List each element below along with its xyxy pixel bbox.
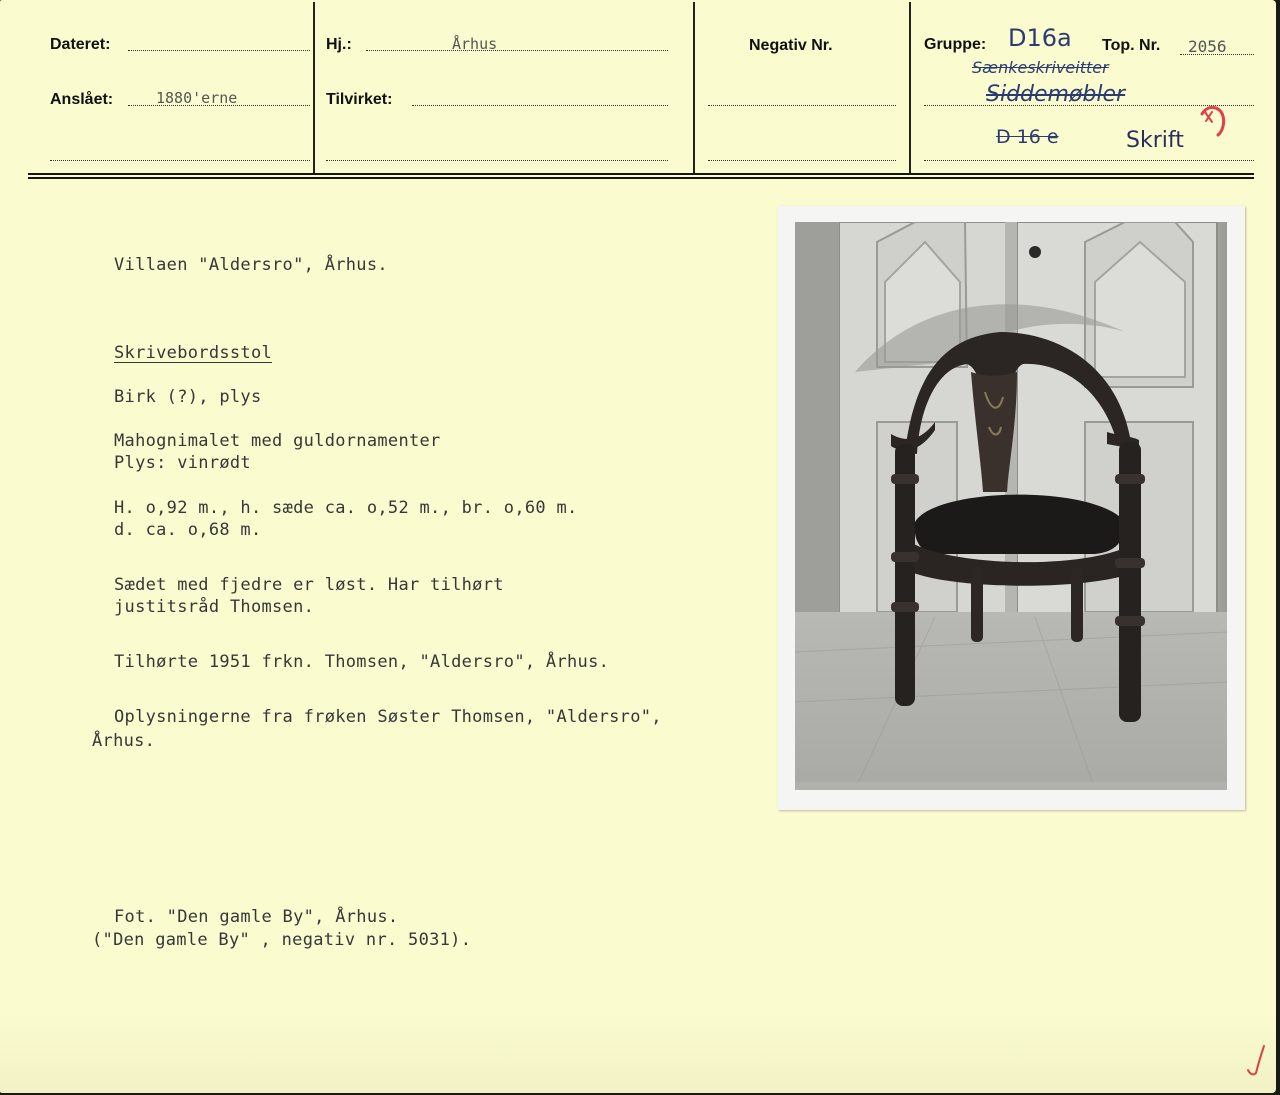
struck-text: Sænkeskriveitter bbox=[972, 58, 1109, 77]
header-divider bbox=[313, 2, 315, 174]
gruppe-field bbox=[924, 160, 1254, 161]
dateret-field bbox=[128, 50, 310, 51]
struck-text: D 16 e bbox=[996, 126, 1059, 148]
owner-line: Tilhørte 1951 frkn. Thomsen, "Aldersro", Århus. bbox=[114, 652, 610, 672]
tilvirket-label: Tilvirket: bbox=[326, 91, 393, 108]
blank-field bbox=[326, 160, 668, 161]
tilvirket-field bbox=[412, 105, 668, 106]
hj-field bbox=[366, 50, 668, 51]
anslaet-value: 1880'erne bbox=[156, 89, 238, 107]
hj-label: Hj.: bbox=[326, 36, 352, 53]
card-shading bbox=[0, 1013, 1276, 1093]
location-line: Villaen "Aldersro", Århus. bbox=[114, 255, 388, 275]
red-check-icon bbox=[1196, 102, 1228, 138]
photo-credit-line: Fot. "Den gamle By", Århus. bbox=[114, 907, 399, 927]
note-line: Sædet med fjedre er løst. Har tilhørt bbox=[114, 575, 504, 595]
header-rule bbox=[28, 177, 1254, 179]
object-title: Skrivebordsstol bbox=[114, 343, 273, 363]
info-line: Oplysningerne fra frøken Søster Thomsen, "Aldersro", bbox=[114, 707, 662, 727]
chair-photo-image bbox=[795, 222, 1227, 790]
header-divider bbox=[693, 2, 695, 174]
negativ-field bbox=[708, 160, 896, 161]
photograph bbox=[778, 206, 1245, 810]
header-divider bbox=[909, 2, 911, 174]
anslaet-label: Anslået: bbox=[50, 91, 114, 108]
material-line: Birk (?), plys bbox=[114, 387, 262, 407]
hj-value: Århus bbox=[452, 35, 498, 53]
top-nr-value: 2056 bbox=[1188, 37, 1227, 56]
finish-line: Plys: vinrødt bbox=[114, 453, 251, 473]
struck-text: Siddemøbler bbox=[986, 82, 1126, 107]
dimensions-line: H. o,92 m., h. sæde ca. o,52 m., br. o,60 m. bbox=[114, 498, 578, 518]
note-line: justitsråd Thomsen. bbox=[114, 597, 315, 617]
finish-line: Mahognimalet med guldornamenter bbox=[114, 431, 441, 451]
photo-credit-line: ("Den gamle By" , negativ nr. 5031). bbox=[92, 930, 472, 950]
dimensions-line: d. ca. o,68 m. bbox=[114, 520, 262, 540]
info-line: Århus. bbox=[92, 731, 156, 751]
dateret-label: Dateret: bbox=[50, 36, 111, 53]
gruppe-label: Gruppe: bbox=[924, 36, 987, 53]
header-rule bbox=[28, 173, 1254, 175]
negativ-field bbox=[708, 105, 896, 106]
skrift-value: Skrift bbox=[1126, 128, 1184, 153]
blank-field bbox=[50, 160, 310, 161]
negativ-label: Negativ Nr. bbox=[749, 37, 833, 54]
top-nr-label: Top. Nr. bbox=[1102, 37, 1161, 54]
gruppe-value: D16a bbox=[1008, 24, 1072, 52]
